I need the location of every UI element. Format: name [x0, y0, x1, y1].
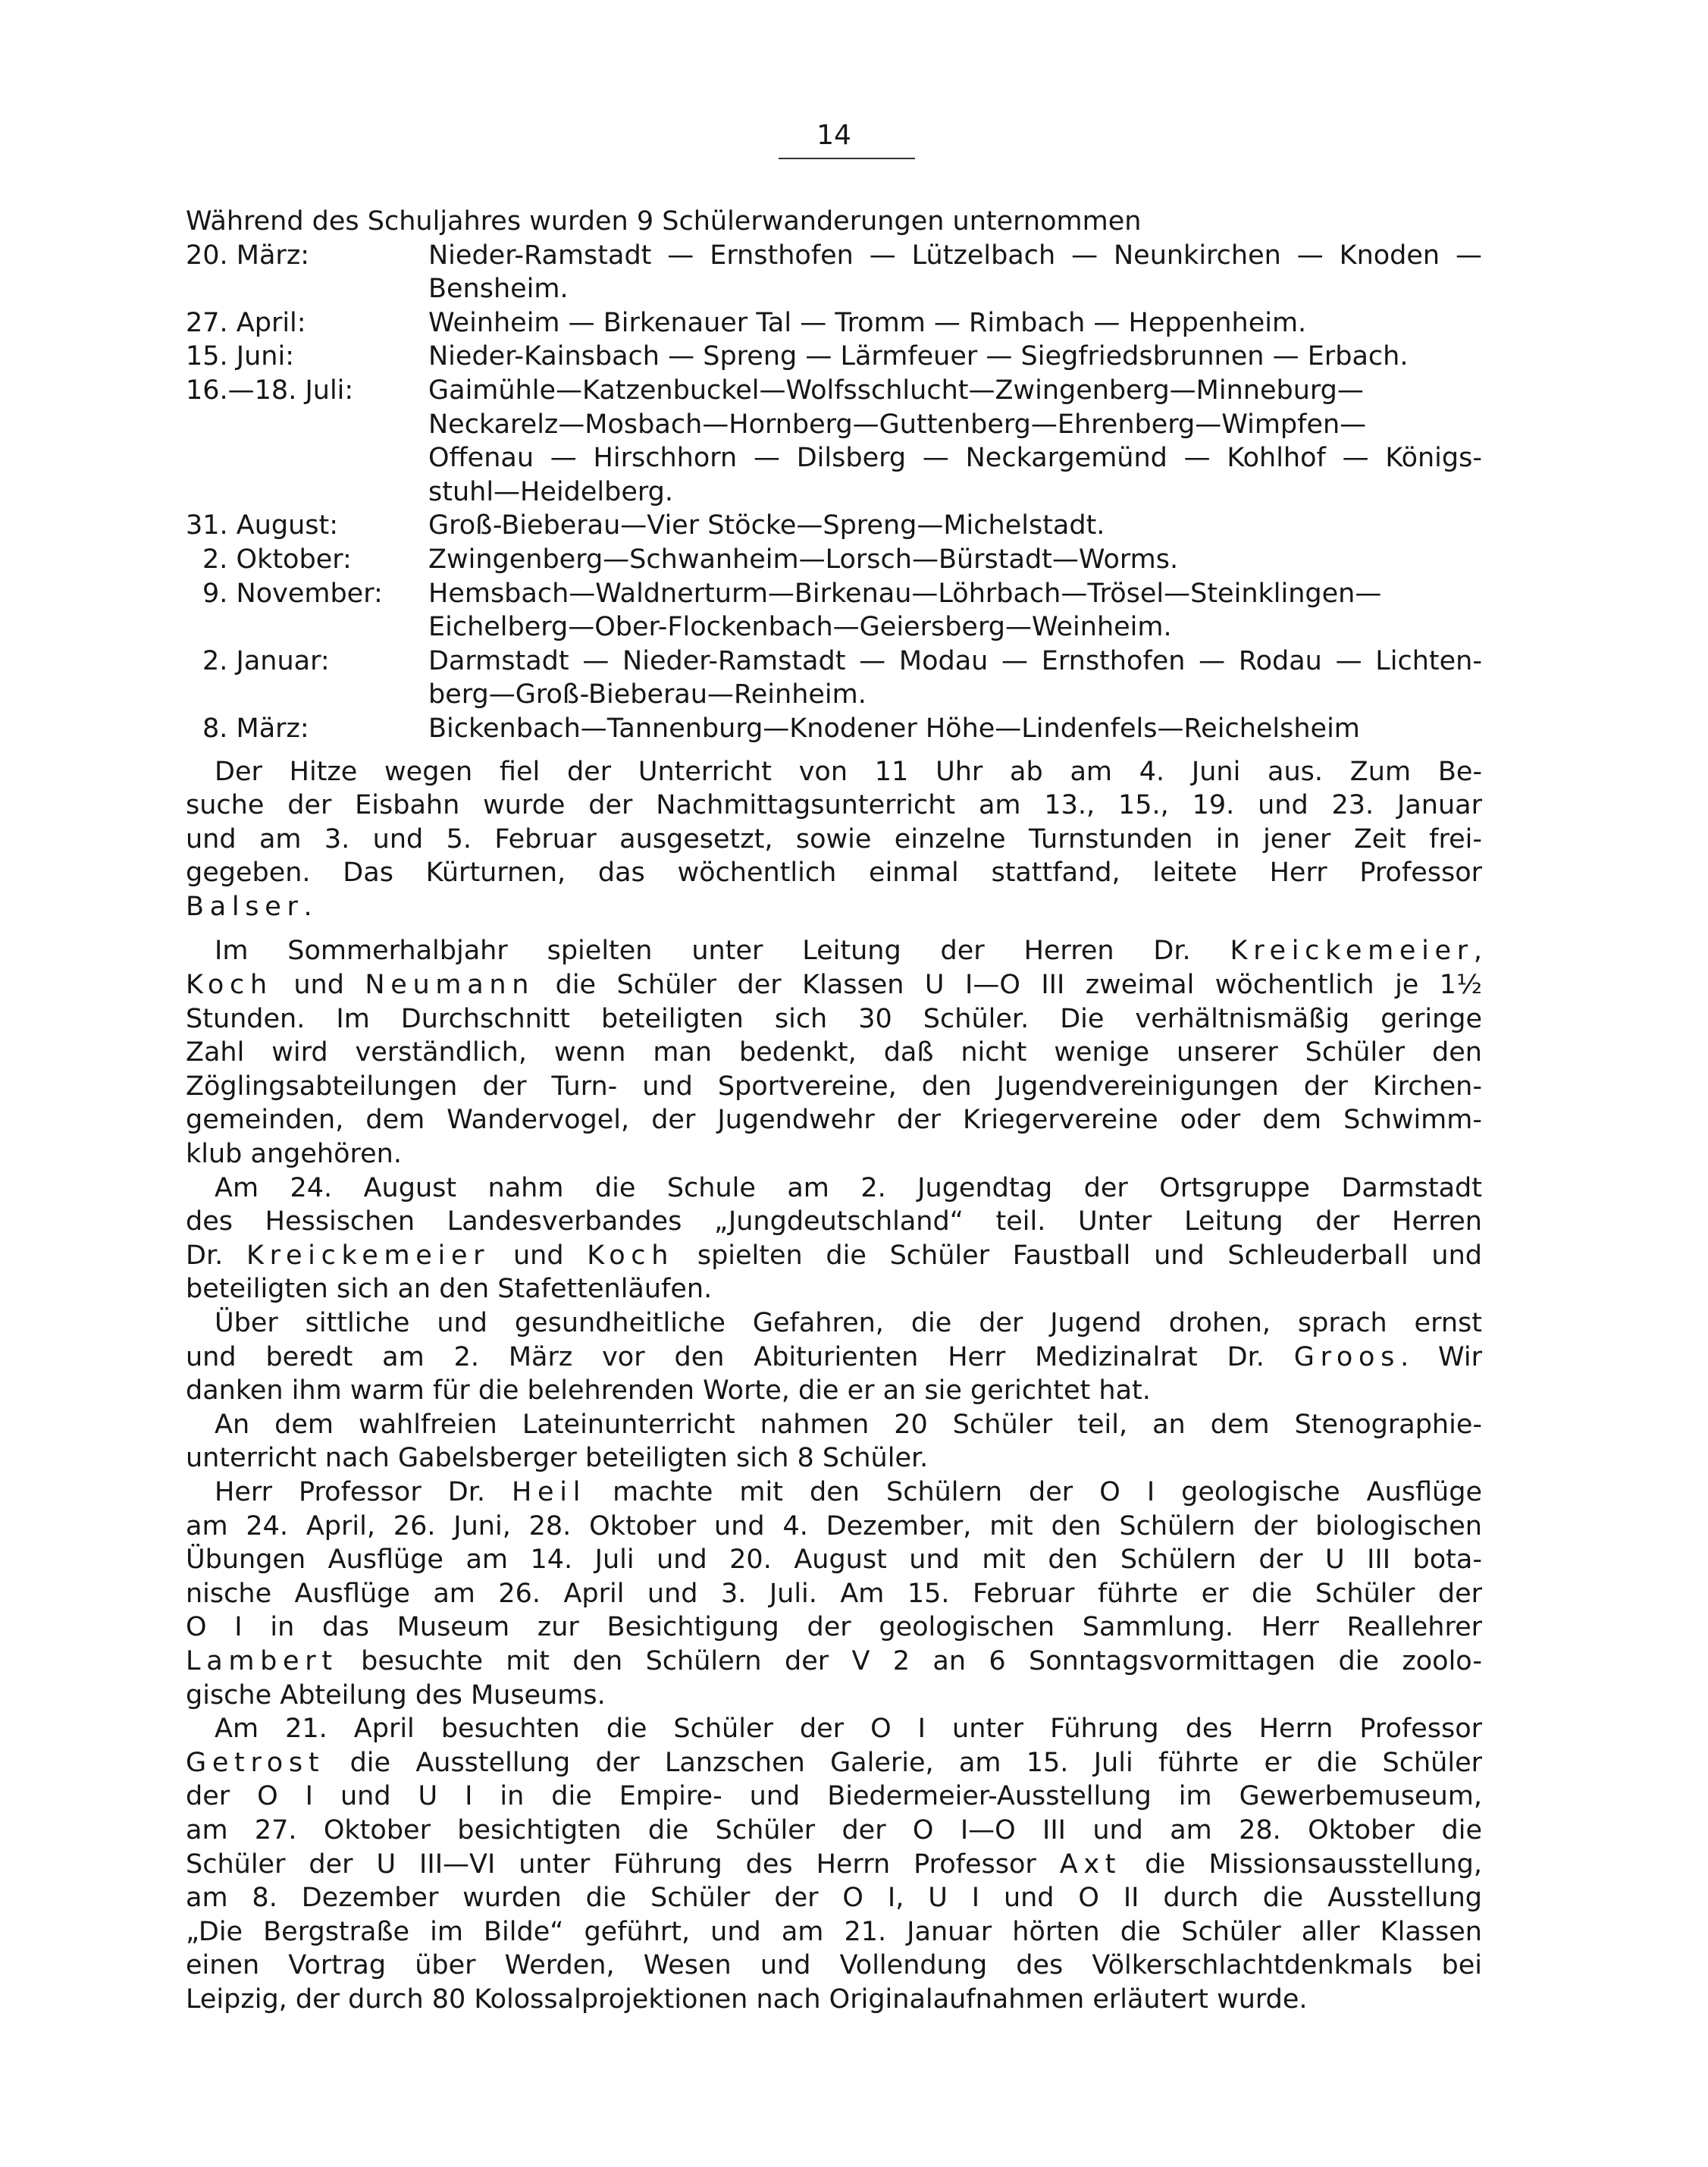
text-line: Übungen Ausflüge am 14. Juli und 20. August und mit den Schülern der U III bota- — [186, 1544, 1482, 1576]
spaced-name: Lambert — [186, 1645, 338, 1676]
hike-entry — [186, 509, 1482, 543]
text-line: Getrost die Ausstellung der Lanzschen Galerie, am 15. Juli führte er die Schüler — [186, 1747, 1482, 1778]
hike-date: 15. Juni: — [186, 341, 294, 372]
hike-date: 31. August: — [186, 510, 339, 541]
text-line: Der Hitze wegen fiel der Unterricht von 11 Uhr ab am 4. Juni aus. Zum Be- — [215, 756, 1482, 787]
text-line: beteiligten sich an den Stafettenläufen. — [186, 1274, 713, 1305]
text-line: gische Abteilung des Museums. — [186, 1679, 606, 1711]
page-number-rule — [779, 158, 915, 159]
paragraph — [186, 1171, 1482, 1306]
hike-route — [428, 712, 1482, 746]
hike-route — [428, 644, 1482, 712]
route-line: Zwingenberg—Schwanheim—Lorsch—Bürstadt—Worms. — [428, 544, 1179, 575]
text-line: Zahl wird verständlich, wenn man bedenkt, daß nicht wenige unserer Schüler den — [186, 1037, 1482, 1068]
hike-entry — [186, 543, 1482, 577]
text-line: Balser. — [186, 891, 312, 922]
hike-date: 2. Oktober: — [202, 544, 352, 575]
text-line: suche der Eisbahn wurde der Nachmittagsunterricht am 13., 15., 19. und 23. Januar — [186, 790, 1482, 821]
text-line: An dem wahlfreien Lateinunterricht nahmen 20 Schüler teil, an dem Stenographie- — [215, 1409, 1482, 1440]
text-line: unterricht nach Gabelsberger beteiligten sich 8 Schüler. — [186, 1443, 929, 1474]
spaced-name: Groos — [1293, 1341, 1401, 1372]
text-line: Herr Professor Dr. Heil machte mit den Schülern der O I geologische Ausflüge — [215, 1476, 1482, 1507]
hike-entry — [186, 340, 1482, 374]
spaced-name: Balser — [186, 891, 304, 922]
text-line: Im Sommerhalbjahr spielten unter Leitung der Herren Dr. Kreickemeier, — [215, 936, 1482, 967]
text-line: gemeinden, dem Wandervogel, der Jugendwehr der Kriegervereine oder dem Schwimm- — [186, 1105, 1482, 1136]
hike-entry — [186, 306, 1482, 340]
text-line: Am 24. August nahm die Schule am 2. Jugendtag der Ortsgruppe Darmstadt — [215, 1172, 1482, 1203]
spaced-name: Koch — [587, 1240, 675, 1271]
spaced-name: Axt — [1059, 1849, 1122, 1880]
spaced-name: Neumann — [365, 970, 535, 1001]
route-line: berg—Groß-Bieberau—Reinheim. — [428, 679, 867, 710]
hike-date: 2. Januar: — [202, 645, 330, 676]
paragraph — [186, 934, 1482, 1171]
intro-line: Während des Schuljahres wurden 9 Schülerwanderungen unternommen — [186, 206, 1142, 237]
route-line: Neckarelz—Mosbach—Hornberg—Guttenberg—Ehrenberg—Wimpfen— — [428, 409, 1367, 440]
text-line: Stunden. Im Durchschnitt beteiligten sich 30 Schüler. Die verhältnismäßig geringe — [186, 1003, 1482, 1034]
spaced-name: Heil — [512, 1476, 587, 1507]
text-line: danken ihm warm für die belehrenden Worte, die er an sie gerichtet hat. — [186, 1375, 1151, 1407]
paragraph-gap — [186, 924, 1482, 934]
hike-route — [428, 340, 1482, 374]
spaced-name: Getrost — [186, 1747, 325, 1778]
hike-date: 20. März: — [186, 240, 309, 271]
hike-entry — [186, 644, 1482, 712]
route-line: Offenau — Hirschhorn — Dilsberg — Neckargemünd — Kohlhof — Königs- — [428, 443, 1482, 474]
text-line: gegeben. Das Kürturnen, das wöchentlich einmal stattfand, leitete Herr Professor — [186, 858, 1482, 889]
text-line: klub angehören. — [186, 1139, 402, 1170]
text-line: „Die Bergstraße im Bilde“ geführt, und am 21. Januar hörten die Schüler aller Klassen — [186, 1916, 1482, 1947]
paragraph — [186, 1476, 1482, 1712]
page-number: 14 — [816, 120, 851, 151]
route-line: Gaimühle—Katzenbuckel—Wolfsschlucht—Zwingenberg—Minneburg— — [428, 375, 1364, 406]
route-line: Bensheim. — [428, 274, 569, 305]
text-line: Zöglingsabteilungen der Turn- und Sportvereine, den Jugendvereinigungen der Kirchen- — [186, 1071, 1482, 1102]
spaced-name: Koch — [186, 970, 273, 1001]
hike-route — [428, 374, 1482, 509]
text-line: des Hessischen Landesverbandes „Jungdeutschland“ teil. Unter Leitung der Herren — [186, 1206, 1482, 1237]
text-line: Dr. Kreickemeier und Koch spielten die Schüler Faustball und Schleuderball und — [186, 1240, 1482, 1271]
document-body — [186, 205, 1482, 2016]
hike-entry — [186, 712, 1482, 746]
spaced-name: Kreickemeier — [1230, 936, 1474, 967]
text-line: Schüler der U III—VI unter Führung des Herrn Professor Axt die Missionsausstellung, — [186, 1849, 1482, 1880]
text-line: am 8. Dezember wurden die Schüler der O I, U I und O II durch die Ausstellung — [186, 1883, 1482, 1914]
hike-date: 9. November: — [202, 578, 383, 609]
paragraph — [186, 1712, 1482, 2016]
hike-date: 16.—18. Juli: — [186, 375, 354, 406]
text-line: am 24. April, 26. Juni, 28. Oktober und 4. Dezember, mit den Schülern der biologischen — [186, 1510, 1482, 1541]
route-line: Groß-Bieberau—Vier Stöcke—Spreng—Michelstadt. — [428, 510, 1105, 541]
paragraphs — [186, 755, 1482, 2017]
route-line: Weinheim — Birkenauer Tal — Tromm — Rimbach — Heppenheim. — [428, 307, 1307, 338]
text-line: Über sittliche und gesundheitliche Gefahren, die der Jugend drohen, sprach ernst — [215, 1308, 1482, 1338]
text-line: nische Ausflüge am 26. April und 3. Juli. Am 15. Februar führte er die Schüler der — [186, 1578, 1482, 1609]
hike-route — [428, 306, 1482, 340]
hike-route — [428, 509, 1482, 543]
text-line: O I in das Museum zur Besichtigung der geologischen Sammlung. Herr Reallehrer — [186, 1612, 1482, 1643]
route-line: Nieder-Ramstadt — Ernsthofen — Lützelbach — Neunkirchen — Knoden — — [428, 240, 1482, 271]
hike-route — [428, 543, 1482, 577]
paragraph — [186, 1408, 1482, 1476]
paragraph — [186, 755, 1482, 924]
hike-route — [428, 239, 1482, 306]
text-line: der O I und U I in die Empire- und Biedermeier-Ausstellung im Gewerbemuseum, — [186, 1781, 1482, 1812]
hike-list — [186, 239, 1482, 746]
route-line: stuhl—Heidelberg. — [428, 476, 673, 507]
hike-entry — [186, 374, 1482, 509]
text-line: Am 21. April besuchten die Schüler der O I unter Führung des Herrn Professor — [215, 1714, 1482, 1745]
hike-date: 27. April: — [186, 307, 306, 338]
hike-route — [428, 577, 1482, 644]
text-line: am 27. Oktober besichtigten die Schüler der O I—O III und am 28. Oktober die — [186, 1814, 1482, 1846]
hike-entry — [186, 239, 1482, 306]
route-line: Darmstadt — Nieder-Ramstadt — Modau — Ernsthofen — Rodau — Lichten- — [428, 645, 1482, 676]
text-line: Leipzig, der durch 80 Kolossalprojektionen nach Originalaufnahmen erläutert wurde. — [186, 1984, 1308, 2015]
text-line: und am 3. und 5. Februar ausgesetzt, sowie einzelne Turnstunden in jener Zeit frei- — [186, 823, 1482, 855]
hike-entry — [186, 577, 1482, 644]
spaced-name: Kreickemeier — [246, 1240, 490, 1271]
route-line: Hemsbach—Waldnerturm—Birkenau—Löhrbach—Trösel—Steinklingen— — [428, 578, 1382, 609]
text-line: Koch und Neumann die Schüler der Klassen U I—O III zweimal wöchentlich je 1½ — [186, 970, 1482, 1001]
route-line: Eichelberg—Ober-Flockenbach—Geiersberg—Weinheim. — [428, 612, 1172, 643]
text-line: und beredt am 2. März vor den Abiturienten Herr Medizinalrat Dr. Groos. Wir — [186, 1341, 1483, 1372]
route-line: Nieder-Kainsbach — Spreng — Lärmfeuer — Siegfriedsbrunnen — Erbach. — [428, 341, 1409, 372]
hike-date: 8. März: — [202, 713, 309, 744]
text-line: einen Vortrag über Werden, Wesen und Vollendung des Völkerschlachtdenkmals bei — [186, 1950, 1482, 1981]
paragraph — [186, 1306, 1482, 1408]
text-line: Lambert besuchte mit den Schülern der V 2 an 6 Sonntagsvormittagen die zoolo- — [186, 1645, 1482, 1676]
route-line: Bickenbach—Tannenburg—Knodener Höhe—Lindenfels—Reichelsheim — [428, 713, 1360, 744]
